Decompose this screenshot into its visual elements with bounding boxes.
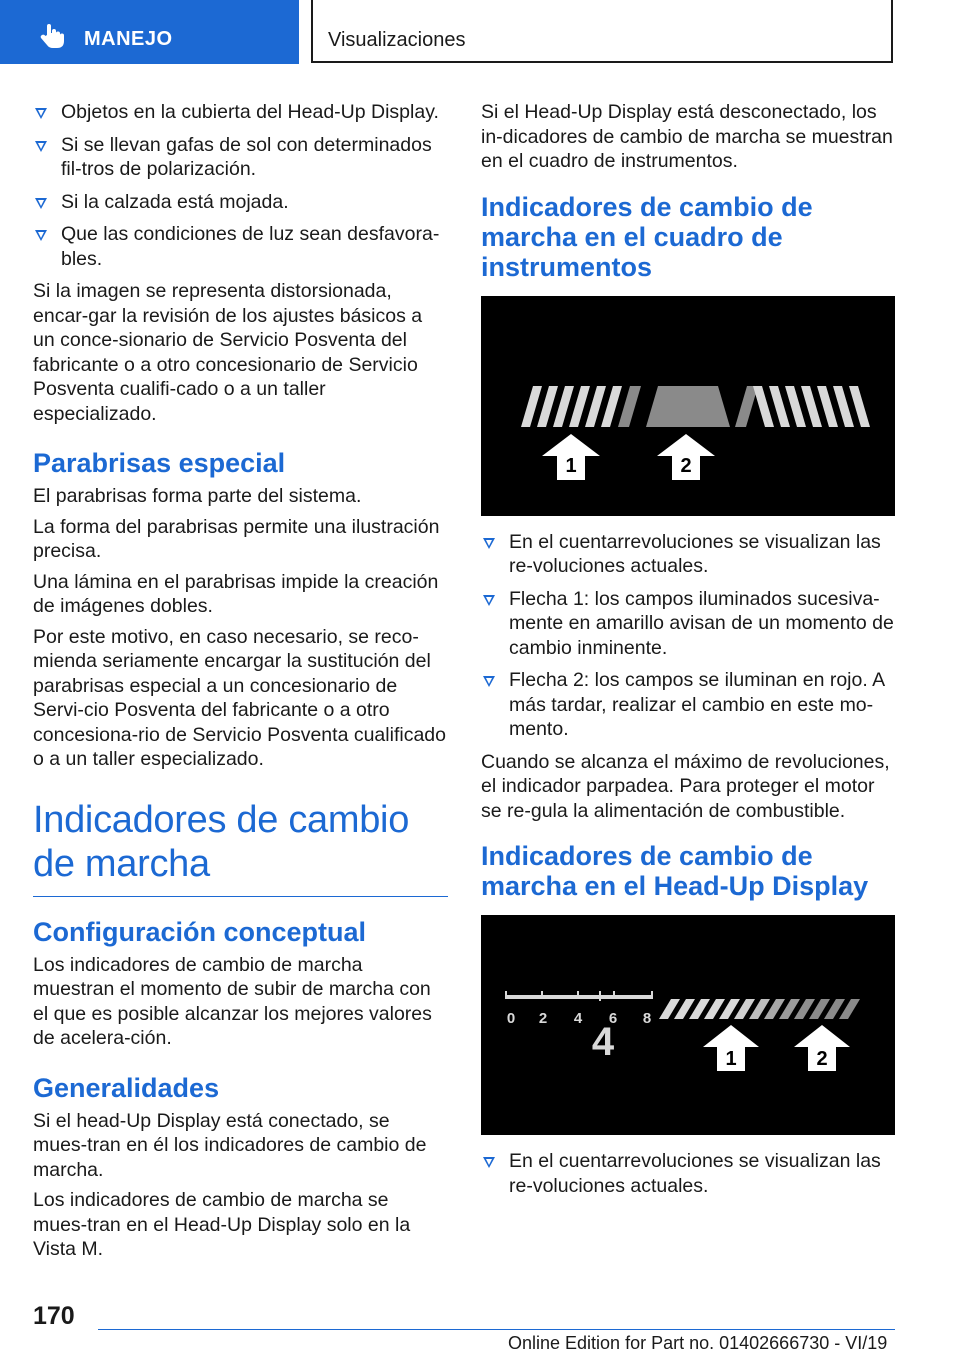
triangle-bullet-icon <box>483 676 495 687</box>
heading-hud: Indicadores de cambio de marcha en el Head-Up Display <box>481 841 869 901</box>
bullet-list-cuadro <box>481 530 895 742</box>
page-topic: Visualizaciones <box>328 29 466 51</box>
heading-parabrisas: Parabrisas especial <box>33 448 286 478</box>
paragraph-hud-off: Si el Head-Up Display está desconectado, los in-dicadores de cambio de marcha se muestran en el cuadro de instrumentos. <box>481 101 893 172</box>
arrow-1-icon <box>703 1025 759 1071</box>
footer-divider <box>98 1329 895 1330</box>
footer-edition <box>508 1333 887 1354</box>
arrow-1-icon <box>542 434 600 480</box>
page-number: 170 <box>33 1302 75 1330</box>
paragraph: Los indicadores de cambio de marcha se mues-tran en el Head-Up Display solo en la Vista M. <box>33 1189 411 1260</box>
list-item: En el cuentarrevoluciones se visualizan las re-voluciones actuales. <box>481 530 895 579</box>
paragraph-distorted: Si la imagen se representa distorsionada, encar-gar la revisión de los ajustes básicos a un conce-sionario de Servicio Posventa del fabricante o a otro concesionario de Servicio Posventa cualifi-cado o a un taller especializado. <box>33 280 423 425</box>
paragraph: El parabrisas forma parte del sistema. <box>33 485 362 507</box>
hud-gear-indicator: 4 <box>591 1020 615 1064</box>
hud-scale-label: 8 <box>642 1010 652 1027</box>
triangle-bullet-icon <box>483 1157 495 1168</box>
list-item: Flecha 2: los campos se iluminan en rojo. A más tardar, realizar el cambio en este mo-mento. <box>481 668 895 742</box>
page-topic-box <box>311 0 893 63</box>
paragraph: Si el head-Up Display está conectado, se mues-tran en él los indicadores de cambio de marcha. <box>33 1109 427 1181</box>
bullet-list-hud <box>481 1149 895 1198</box>
hud-scale-label: 2 <box>538 1010 548 1027</box>
triangle-bullet-icon <box>483 595 495 606</box>
chapter-divider <box>33 896 448 897</box>
hud-shift-bar-segments <box>659 999 860 1019</box>
list-item: Objetos en la cubierta del Head-Up Display. <box>33 100 448 125</box>
list-item: Si la calzada está mojada. <box>33 190 448 215</box>
list-item: Si se llevan gafas de sol con determinados fil-tros de polarización. <box>33 133 448 182</box>
triangle-bullet-icon <box>35 108 47 119</box>
list-item: Flecha 1: los campos iluminados sucesiva-mente en amarillo avisan de un momento de cambio inminente. <box>481 587 895 661</box>
hud-rpm-scale <box>505 991 653 1064</box>
heading-generalidades: Generalidades <box>33 1072 220 1103</box>
arrow-2-icon <box>657 434 715 480</box>
paragraph-maximo: Cuando se alcanza el máximo de revoluciones, el indicador parpadea. Para proteger el motor se re-gula la alimentación de combustible. <box>481 750 890 822</box>
shift-indicator-hud-image <box>481 915 895 1135</box>
list-item: En el cuentarrevoluciones se visualizan las re-voluciones actuales. <box>481 1149 895 1198</box>
hud-scale-label: 6 <box>608 1010 618 1027</box>
hand-steering-icon <box>38 22 66 50</box>
triangle-bullet-icon <box>35 230 47 241</box>
edition-text: Online Edition for Part no. 01402666730 - VI/19 <box>508 1333 888 1353</box>
rpm-bar-segments <box>521 386 870 427</box>
paragraph: Los indicadores de cambio de marcha muestran el momento de subir de marcha con el que es posible alcanzar los mejores valores de acelera-ción. <box>33 953 432 1049</box>
chapter-title: Indicadores de cambio de marcha <box>33 798 410 885</box>
arrow-2-icon <box>794 1025 850 1071</box>
svg-text:1: 1 <box>565 454 577 477</box>
triangle-bullet-icon <box>483 538 495 549</box>
svg-text:2: 2 <box>680 454 692 477</box>
triangle-bullet-icon <box>35 141 47 152</box>
section-label: MANEJO <box>84 28 173 50</box>
left-column <box>33 100 448 1268</box>
triangle-bullet-icon <box>35 198 47 209</box>
hud-scale-label: 0 <box>506 1010 516 1027</box>
hud-scale-label: 4 <box>573 1010 583 1027</box>
list-item: Que las condiciones de luz sean desfavora-bles. <box>33 222 448 271</box>
heading-configuracion: Configuración conceptual <box>33 916 367 947</box>
bullet-list-conditions <box>33 100 448 271</box>
paragraph: La forma del parabrisas permite una ilustración precisa. <box>33 515 440 562</box>
paragraph: Por este motivo, en caso necesario, se reco-mienda seriamente encargar la sustitución del parabrisas especial a un concesionario de Servi-cio Posventa del fabricante o a otro concesiona-rio de Servicio Posventa cualificado o a un taller especializado. <box>33 625 446 770</box>
heading-cuadro: Indicadores de cambio de marcha en el cuadro de instrumentos <box>481 191 813 282</box>
right-column <box>481 100 895 1206</box>
paragraph: Una lámina en el parabrisas impide la creación de imágenes dobles. <box>33 570 439 617</box>
shift-indicator-cluster-image <box>481 296 895 516</box>
svg-text:1: 1 <box>725 1048 737 1070</box>
section-tab[interactable] <box>0 0 299 64</box>
svg-text:2: 2 <box>816 1048 828 1070</box>
